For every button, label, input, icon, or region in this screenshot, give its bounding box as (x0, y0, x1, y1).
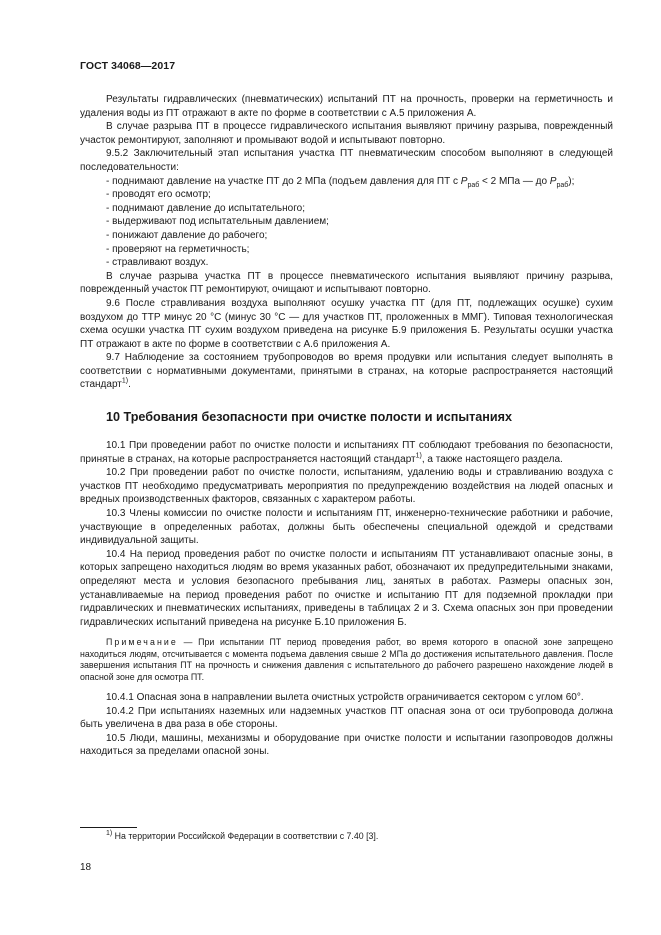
paragraph (80, 439, 613, 466)
footnote (106, 831, 378, 842)
page-number: 18 (80, 862, 92, 873)
pressure-symbol: P (460, 175, 468, 187)
paragraph: Результаты гидравлических (пневматических) испытаний ПТ на прочность, проверки на герметичность и удаления воды из ПТ отражают в акте по форме в соответствии с А.5 приложения А. (80, 94, 613, 119)
footnote-divider (80, 827, 137, 828)
section-heading: 10 Требования безопасности при очистке полости и испытаниях (106, 410, 513, 425)
document-header: ГОСТ 34068—2017 (80, 60, 176, 72)
paragraph-text: . (128, 379, 131, 391)
paragraph: 9.5.2 Заключительный этап испытания участка ПТ пневматическим способом выполняют в следующей последовательности: (80, 148, 613, 173)
list-item-text: < 2 МПа — до (479, 175, 550, 187)
list-item: - поднимают давление до испытательного; (106, 202, 305, 214)
paragraph: 10.4 На период проведения работ по очистке полости и испытаниям ПТ устанавливают опасные зоны, в которых запрещено находиться людям во время указанных работ, обозначают их предупредительными знаками, определяют места и условия безопасного пребывания лиц, занятых в работах. Размеры опасных зон, устанавливаемые на период проведения работ по очистке и испытанию ПТ для подземной прокладки при гидравлических и пневматических испытаниях, приведены в таблицах 2 и 3. Схема опасных зон при проведении гидравлических испытаний приведена на рисунке Б.10 приложения Б. (80, 548, 613, 628)
paragraph: В случае разрыва участка ПТ в процессе пневматического испытания выявляют причину разрыва, поврежденный участок ПТ ремонтируют, очищают и испытывают повторно. (80, 270, 613, 296)
paragraph: 10.4.1 Опасная зона в направлении вылета очистных устройств ограничивается сектором с углом 60°. (106, 692, 584, 703)
paragraph: В случае разрыва ПТ в процессе гидравлического испытания выявляют причину разрыва, поврежденный участок ремонтируют, заполняют и промывают водой и испытывают повторно. (80, 121, 613, 146)
paragraph: 10.5 Люди, машины, механизмы и оборудование при очистке полости и испытании газопроводов должны находиться за пределами опасной зоны. (80, 732, 613, 758)
note-label: Примечание (106, 637, 178, 648)
paragraph-text: 9.7 Наблюдение за состоянием трубопроводов во время продувки или испытания следует выполнять в соответствии с нормативными документами, принятыми в странах, на которые распространяется настоящий стандарт (80, 352, 613, 391)
list-item-text: ); (568, 175, 575, 187)
list-item: - проверяют на герметичность; (106, 243, 250, 255)
paragraph: 10.4.2 При испытаниях наземных или надземных участков ПТ опасная зона от оси трубопровода должна быть увеличена в два раза в обе стороны. (80, 705, 613, 731)
footnote-ref: 1) (415, 452, 422, 460)
list-item (80, 175, 613, 189)
note-text: — При испытании ПТ период проведения работ, во время которого в опасной зоне запрещено находиться людям, отсчитывается с момента подъема давления свыше 2 МПа до достижения испытательного давления. После завершения испытания ПТ на прочность и снижения давления с испытательного до рабочего разрешено нахождение людей в опасной зоне для осмотра ПТ. (80, 637, 613, 682)
list-item: - стравливают воздух. (106, 257, 209, 269)
footnote-ref: 1) (121, 378, 129, 386)
footnote-mark: 1) (106, 830, 113, 838)
footnote-text: На территории Российской Федерации в соответствии с 7.40 [3]. (112, 831, 379, 841)
paragraph (80, 351, 613, 392)
paragraph: 9.6 После стравливания воздуха выполняют осушку участка ПТ (для ПТ, подлежащих осушке) сухим воздухом до ТТР минус 20 °С (минус 30 °С — для участков ПТ, проложенных в ММГ). Типовая технологическая схема осушки участка ПТ сухим воздухом приведена на рисунке Б.9 приложения Б. Результаты осушки участка ПТ отражают в акте по форме в соответствии с А.6 приложения А. (80, 297, 613, 350)
paragraph: 10.3 Члены комиссии по очистке полости и испытаниям ПТ, инженерно-технические работники и рабочие, участвующие в определенных работах, должны быть обеспечены специальной одеждой и средствами индивидуальной защиты. (80, 508, 613, 547)
list-item: - проводят его осмотр; (106, 189, 211, 201)
pressure-symbol: P (549, 175, 557, 187)
paragraph-text: , а также настоящего раздела. (421, 453, 563, 465)
paragraph-text: 10.1 При проведении работ по очистке полости и испытаниях ПТ соблюдают требования по безопасности, принятые в странах, на которые распространяется настоящий стандарт (80, 440, 613, 465)
list-item: - выдерживают под испытательным давлением; (106, 216, 329, 228)
pressure-subscript: раб (556, 181, 569, 189)
paragraph: 10.2 При проведении работ по очистке полости, испытаниям, удалению воды и стравливанию воздуха с участков ПТ необходимо предусматривать мероприятия по предупреждению воздействия на людей опасных и вредных производственных факторов, связанных с характером работы. (80, 467, 613, 506)
list-item: - понижают давление до рабочего; (106, 229, 268, 241)
pressure-subscript: раб (467, 181, 480, 189)
note (80, 637, 613, 683)
page-body (80, 93, 613, 759)
list-item-text: - поднимают давление на участке ПТ до 2 МПа (подъем давления для ПТ с (106, 175, 461, 187)
